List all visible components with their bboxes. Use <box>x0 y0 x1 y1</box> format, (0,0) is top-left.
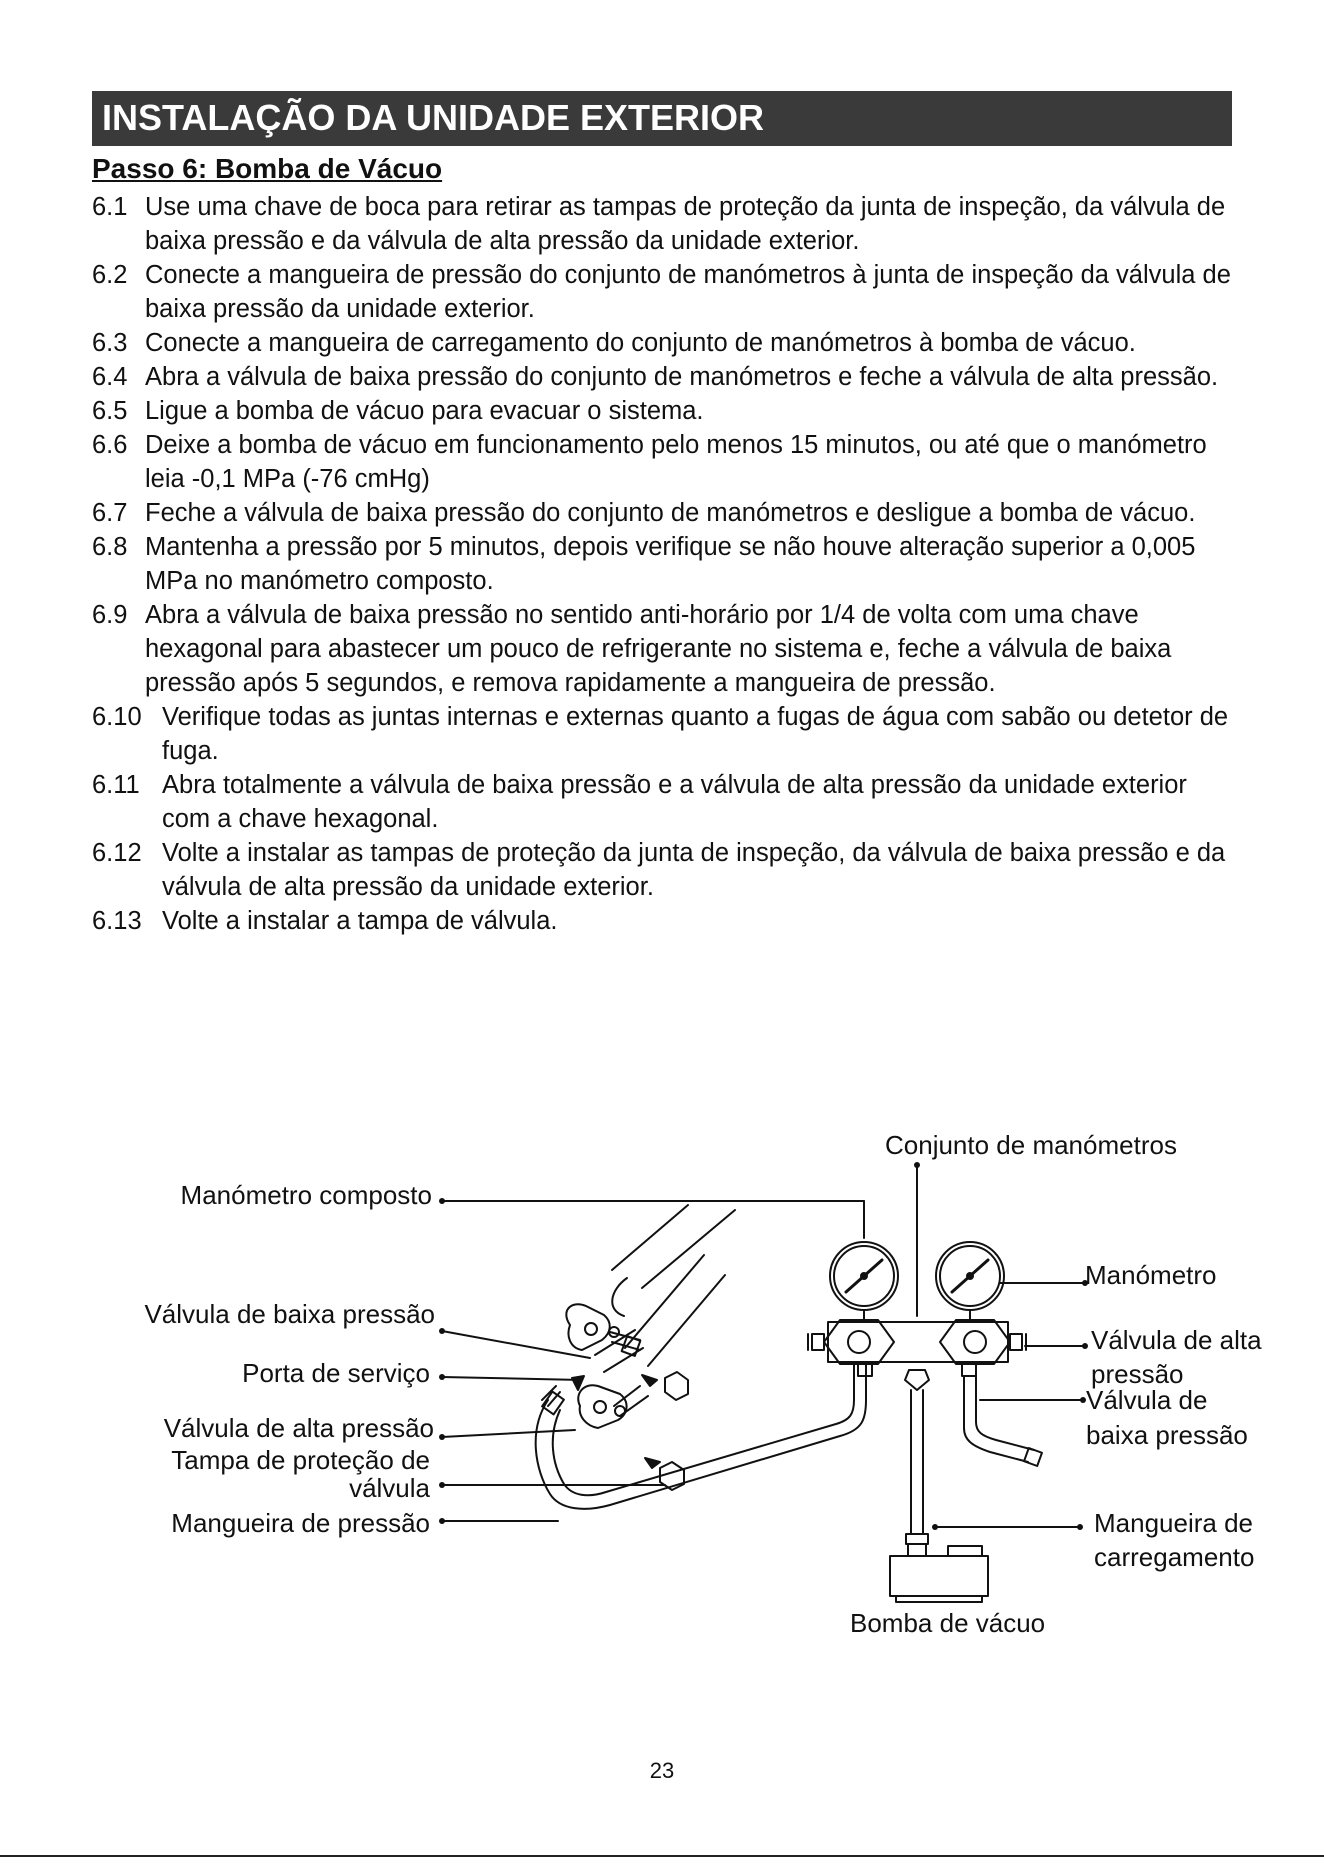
step-number: 6.3 <box>92 329 128 357</box>
label-compound-gauge: Manómetro composto <box>180 1180 432 1210</box>
step-item <box>92 326 1242 360</box>
step-number: 6.12 <box>92 839 142 867</box>
label-high-pressure-valve: Válvula de alta pressão <box>163 1413 434 1443</box>
leader-dots <box>439 1162 1088 1530</box>
label-charging-hose-line2: carregamento <box>1094 1542 1255 1572</box>
step-text: Conecte a mangueira de pressão do conjunto de manómetros à junta de inspeção da válvula de baixa pressão da unidade exterior. <box>145 261 1231 323</box>
step-item <box>92 768 1242 836</box>
leader-lines <box>442 1165 1085 1527</box>
step-text: Conecte a mangueira de carregamento do conjunto de manómetros à bomba de vácuo. <box>145 329 1136 357</box>
step-number: 6.11 <box>92 771 140 799</box>
step-text: Volte a instalar a tampa de válvula. <box>162 907 558 935</box>
step-item <box>92 428 1242 496</box>
step-item <box>92 836 1242 904</box>
step-number: 6.13 <box>92 907 142 935</box>
step-item <box>92 190 1242 258</box>
step-number: 6.1 <box>92 193 128 221</box>
vacuum-pump-diagram <box>0 1110 1324 1670</box>
step-number: 6.9 <box>92 601 128 629</box>
steps-list <box>92 190 1242 938</box>
label-high-pressure-valve-set-line2: pressão <box>1091 1359 1184 1389</box>
step-number: 6.10 <box>92 703 142 731</box>
step-number: 6.7 <box>92 499 128 527</box>
step-text: Volte a instalar as tampas de proteção da junta de inspeção, da válvula de baixa pressão e da válvula de alta pressão da unidade exterior. <box>162 839 1226 901</box>
step-number: 6.6 <box>92 431 128 459</box>
step-subtitle: Passo 6: Bomba de Vácuo <box>92 153 443 184</box>
step-item <box>92 598 1242 700</box>
step-text: Abra totalmente a válvula de baixa pressão e a válvula de alta pressão da unidade exterior com a chave hexagonal. <box>162 771 1187 833</box>
page-title: INSTALAÇÃO DA UNIDADE EXTERIOR <box>102 97 765 138</box>
refrigerant-pipes <box>595 1205 735 1372</box>
step-number: 6.2 <box>92 261 128 289</box>
step-text: Abra a válvula de baixa pressão no sentido anti-horário por 1/4 de volta com uma chave hexagonal para abastecer um pouco de refrigerante no sistema e, feche a válvula de baixa pressão após 5 segundos, e remova rapidamente a mangueira de pressão. <box>145 601 1172 697</box>
step-item <box>92 700 1242 768</box>
label-low-pressure-valve: Válvula de baixa pressão <box>144 1299 435 1329</box>
step-item <box>92 360 1242 394</box>
label-charging-hose-line1: Mangueira de <box>1094 1508 1253 1538</box>
step-item <box>92 530 1242 598</box>
step-item <box>92 258 1242 326</box>
label-pressure-hose: Mangueira de pressão <box>171 1508 430 1538</box>
vacuum-pump-drawing <box>890 1546 988 1602</box>
step-number: 6.4 <box>92 363 128 391</box>
label-gauge: Manómetro <box>1085 1260 1217 1290</box>
label-service-port: Porta de serviço <box>242 1358 430 1388</box>
label-vacuum-pump: Bomba de vácuo <box>850 1608 1046 1638</box>
page-bottom-rule <box>0 1855 1324 1857</box>
step-text: Ligue a bomba de vácuo para evacuar o sistema. <box>145 397 704 425</box>
step-text: Verifique todas as juntas internas e externas quanto a fugas de água com sabão ou detetor de fuga. <box>162 703 1229 765</box>
step-text: Deixe a bomba de vácuo em funcionamento pelo menos 15 minutos, ou até que o manómetro leia -0,1 MPa (-76 cmHg) <box>145 431 1207 493</box>
section-header-bar <box>92 91 1232 146</box>
label-valve-cap-line1: Tampa de proteção de <box>171 1445 430 1475</box>
step-item <box>92 904 1242 938</box>
step-number: 6.5 <box>92 397 128 425</box>
pressure-hose-drawing <box>536 1362 866 1509</box>
step-text: Mantenha a pressão por 5 minutos, depois verifique se não houve alteração superior a 0,005 MPa no manómetro composto. <box>145 533 1196 595</box>
step-text: Use uma chave de boca para retirar as tampas de proteção da junta de inspeção, da válvula de baixa pressão e da válvula de alta pressão da unidade exterior. <box>145 193 1226 255</box>
label-valve-cap-line2: válvula <box>349 1473 430 1503</box>
step-text: Abra a válvula de baixa pressão do conjunto de manómetros e feche a válvula de alta pressão. <box>145 363 1219 391</box>
step-text: Feche a válvula de baixa pressão do conjunto de manómetros e desligue a bomba de vácuo. <box>145 499 1196 527</box>
label-low-pressure-valve-set-line2: baixa pressão <box>1086 1420 1248 1450</box>
step-number: 6.8 <box>92 533 128 561</box>
step-item <box>92 496 1242 530</box>
label-high-pressure-valve-set-line1: Válvula de alta <box>1091 1325 1262 1355</box>
step-item <box>92 394 1242 428</box>
label-low-pressure-valve-set-line1: Válvula de <box>1086 1385 1208 1415</box>
outdoor-valves <box>542 1304 648 1428</box>
page-number: 23 <box>649 1758 675 1783</box>
label-gauge-set: Conjunto de manómetros <box>885 1130 1177 1160</box>
